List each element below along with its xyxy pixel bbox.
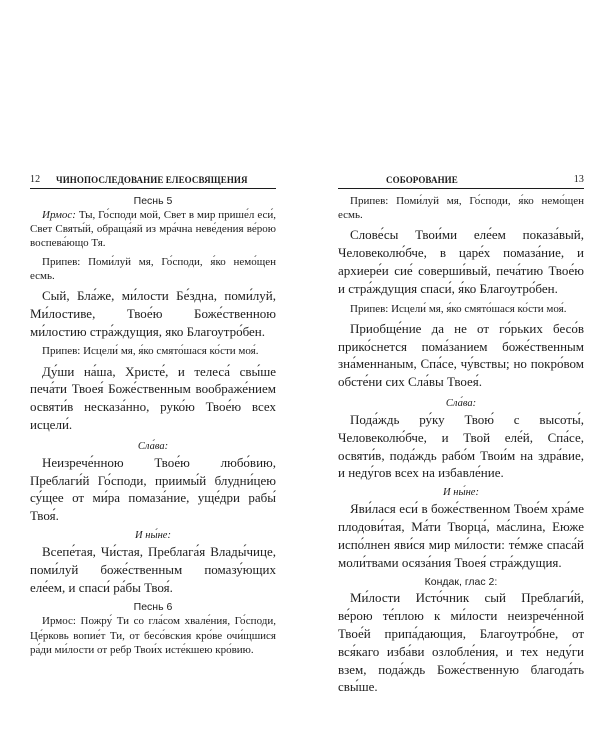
right-verse-4: Яви́лася еси́ в боже́ственном Твое́м хра́ме плодови́тая, Ма́ти Творца́, ма́слина, Еюже испо́лнен яви́ся мир ми́лости: те́мже спаса́й моли́твами осяза́ния Твоея́ стра́ждущия. — [338, 501, 584, 570]
left-refrain-2: Припев: Исцели́ мя, я́ко смято́шася ко́сти моя́. — [42, 345, 259, 358]
left-running-title: ЧИНОПОСЛЕДОВАНИЕ ЕЛЕОСВЯЩЕНИЯ — [56, 175, 248, 185]
left-page-header — [30, 172, 276, 189]
right-verse-3: Пода́ждь ру́ку Твою́ с высоты́, Человеколю́бче, и Твой еле́й, Спа́се, освяти́в, пода́ждь рабо́м Твои́м на здра́вие, и неду́гов всех на избавле́ние. — [338, 411, 584, 481]
left-page-text — [30, 194, 276, 657]
ode6-heading: Песнь 6 — [133, 601, 173, 614]
right-refrain-1: Припев: Поми́луй мя, Го́споди, я́ко немо́щен есмь. — [338, 195, 584, 222]
right-verse-5: Ми́лости Исто́чник сый Преблаги́й, ве́рою те́плою к ми́лости неизрече́нной Твое́й припа́дающия, Благоутро́бне, от вся́каго изба́ви озлобле́ния, и тех неду́ги взем, пода́ждь Боже́ственную благода́ть свы́ше. — [338, 590, 584, 695]
right-page-header — [338, 172, 584, 189]
irmos-2: Ирмос: Пожру́ Ти со гла́сом хвале́ния, Го́споди, Це́рковь вопие́т Ти, от бесо́вския кро́ве очи́щшися ра́ди ми́лости от ребр Твои́х исте́кшею кро́вию. — [30, 615, 276, 656]
left-verse-4: Всепе́тая, Чи́стая, Преблага́я Влады́чице, поми́луй боже́ственным помазу́ющих еле́ем, и спаси́ ра́бы Твоя́. — [30, 543, 276, 595]
right-and-now-label: И ны́не: — [443, 487, 479, 499]
right-verse-1: Слове́сы Твои́ми еле́ем показа́вый, Человеколю́бче, в царе́х помаза́ние, и архиере́и сие́ соверши́вый, печа́тию Твое́ю и стра́ждущия спаси́, я́ко Благоутро́бен. — [338, 227, 584, 296]
right-glory-label: Сла́ва: — [445, 397, 477, 409]
right-page — [338, 172, 584, 696]
left-verse-2: Ду́ши на́ша, Христе́, и телеса́ свы́ше печа́ти Твоея́ Боже́ственным воображе́нием освяти́в несказа́нно, руко́ю Твое́ю всех исцели́. — [30, 363, 276, 432]
left-verse-3: Неизрече́нною Твое́ю любо́вию, Преблаги́й Го́споди, приимы́й блудни́цею су́щее от ми́ра помаза́ние, уще́дри рабы́ Твоя́. — [30, 454, 276, 524]
right-verse-2: Приобще́ние да не от го́рьких бесо́в прико́снется пома́занием боже́ственным зна́меннаным, Спа́се, чу́вствы; но покро́вом обсте́ни сих Сла́вы Твоея́. — [338, 320, 584, 390]
ode5-heading: Песнь 5 — [133, 195, 173, 207]
irmos-paragraph — [30, 208, 276, 251]
right-page-text — [338, 194, 584, 696]
left-refrain-1: Припев: Поми́луй мя, Го́споди, я́ко немо́щен есмь. — [30, 255, 276, 282]
kontakion-heading: Кондак, глас 2: — [424, 576, 498, 589]
left-page — [30, 172, 276, 657]
right-running-title: СОБОРОВАНИЕ — [386, 175, 458, 185]
irmos-text: Ты, Го́споди мой, Свет в мир прише́л еси́, Свет Святы́й, обраща́яй из мра́чна неве́дения ве́рою воспева́ющо Тя. — [30, 209, 276, 250]
left-glory-label: Сла́ва: — [137, 440, 169, 452]
left-and-now-label: И ны́не: — [135, 529, 171, 541]
left-verse-1: Сый, Бла́же, ми́лости Бе́здна, поми́луй, Ми́лостиве, Твое́ю Боже́ственною ми́лостию стра́ждущия, яко Благоутро́бен. — [30, 288, 276, 339]
left-page-number: 12 — [30, 174, 41, 185]
irmos-label: Ирмос: — [42, 209, 76, 221]
right-page-number: 13 — [573, 174, 584, 185]
right-refrain-2: Припев: Исцели́ мя, я́ко смято́шася ко́сти моя́. — [350, 302, 567, 315]
